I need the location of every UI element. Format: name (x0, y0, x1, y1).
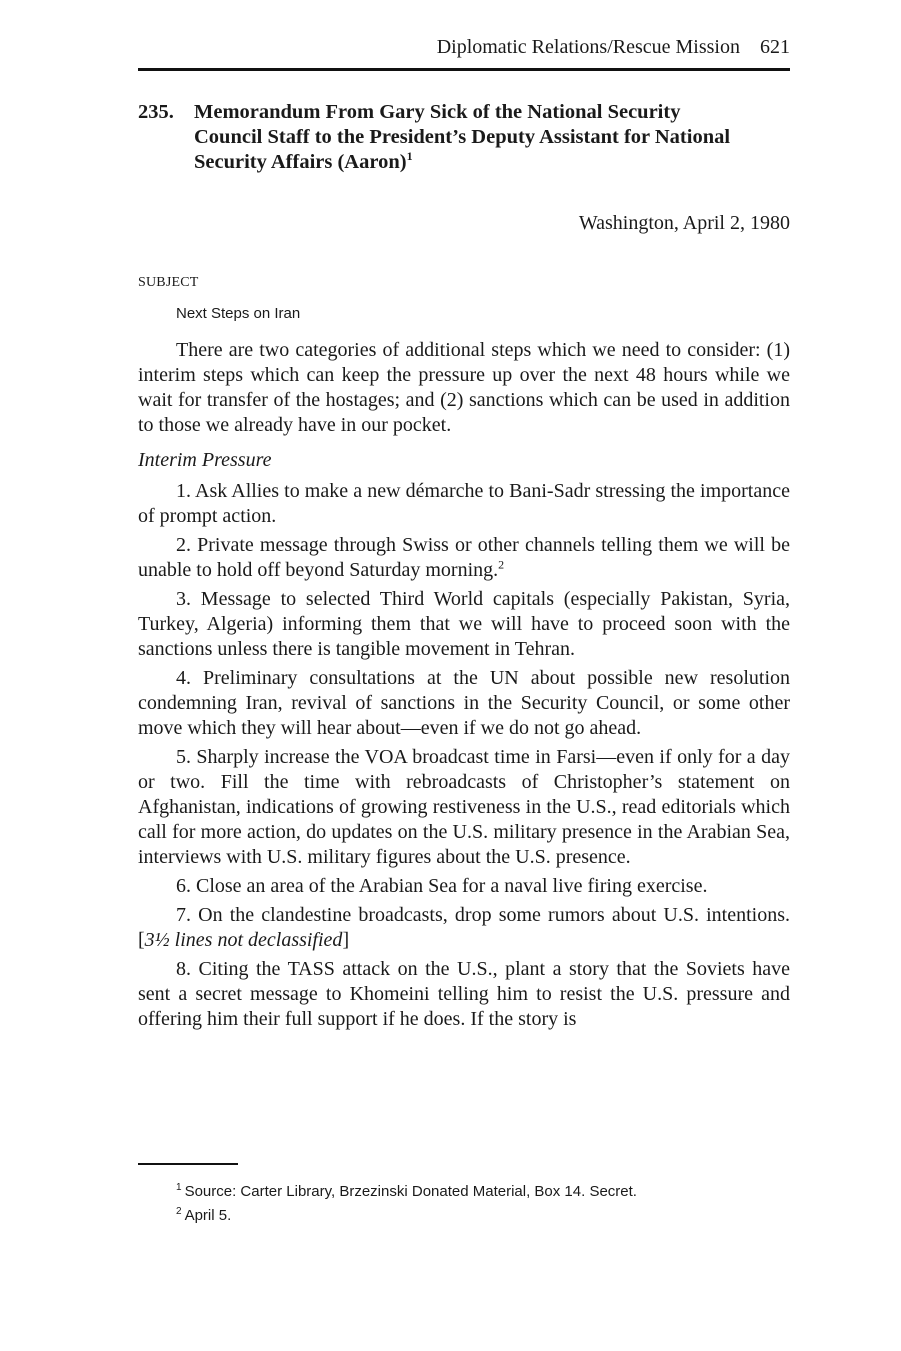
running-head-title: Diplomatic Relations/Rescue Mission (436, 36, 740, 58)
document-number: 235. (138, 101, 174, 123)
subject-text: Next Steps on Iran (176, 305, 301, 322)
footnotes (176, 1180, 790, 1228)
intro-paragraph: There are two categories of additional steps which we need to consider: (1) interim steps which can keep the pressure up over the next 48 hours while we wait for transfer of the hostages; and (2) sanctions which can be used in addition to those we already have in our pocket. (138, 339, 790, 436)
header-rule (138, 68, 790, 71)
subject-label: SUBJECT (138, 275, 199, 290)
footnote-text: Source: Carter Library, Brzezinski Donated Material, Box 14. Secret. (184, 1183, 637, 1200)
item-text: 3. Message to selected Third World capitals (especially Pakistan, Syria, Turkey, Algeria) informing them that we will have to proceed soon with the sanctions unless there is tangible movement in Tehran. (138, 588, 790, 660)
list-item (138, 666, 790, 741)
document-title (138, 100, 790, 175)
list-item (138, 533, 790, 583)
list-item (138, 479, 790, 529)
page-number: 621 (760, 36, 790, 58)
document-title-text (194, 100, 739, 175)
footnote-1 (176, 1180, 790, 1204)
section-heading: Interim Pressure (138, 449, 272, 471)
list-item (138, 874, 790, 899)
dateline: Washington, April 2, 1980 (578, 212, 790, 234)
memo-body (138, 338, 790, 1036)
item-text: 4. Preliminary consultations at the UN about possible new resolution condemning Iran, revival of sanctions in the Security Council, or some other move which they will hear about—even if we do not go ahead. (138, 667, 790, 739)
footnote-text: April 5. (184, 1207, 232, 1224)
list-item (138, 957, 790, 1032)
footnote-rule (138, 1163, 238, 1165)
footnote-2 (176, 1204, 790, 1228)
running-head (138, 36, 790, 59)
item-text: 6. Close an area of the Arabian Sea for a naval live firing exercise. (176, 875, 708, 897)
list-item (138, 587, 790, 662)
footnote-ref-2: 2 (498, 557, 505, 572)
list-item: 7. On the clandestine broadcasts, drop some rumors about U.S. intentions. [3½ lines not declassified] (138, 904, 790, 951)
item-text: 2. Private message through Swiss or other channels telling them we will be unable to hold off beyond Saturday morning. (138, 534, 790, 581)
item-text: 7. On the clandestine broadcasts, drop some rumors about U.S. intentions. (176, 904, 790, 926)
footnote-mark: 1 (176, 1182, 182, 1193)
footnote-ref-1: 1 (406, 149, 413, 164)
footnote-mark: 2 (176, 1206, 182, 1217)
title-text: Memorandum From Gary Sick of the National Security Council Staff to the President’s Deputy Assistant for National Security Affairs (Aaron) (194, 101, 731, 173)
not-declassified-note: 3½ lines not declassified (144, 929, 343, 951)
item-text: 8. Citing the TASS attack on the U.S., plant a story that the Soviets have sent a secret message to Khomeini telling him to resist the U.S. pressure and offering him their full support if he does. If the story is (138, 958, 790, 1030)
item-text: 1. Ask Allies to make a new démarche to Bani-Sadr stressing the importance of prompt action. (138, 480, 790, 527)
item-text: 5. Sharply increase the VOA broadcast time in Farsi—even if only for a day or two. Fill the time with rebroadcasts of Christopher’s statement on Afghanistan, indications of growing restiveness in the U.S., read editorials which call for more action, do updates on the U.S. military presence in the Arabian Sea, interviews with U.S. military figures about the U.S. presence. (138, 746, 790, 868)
list-item (138, 745, 790, 870)
